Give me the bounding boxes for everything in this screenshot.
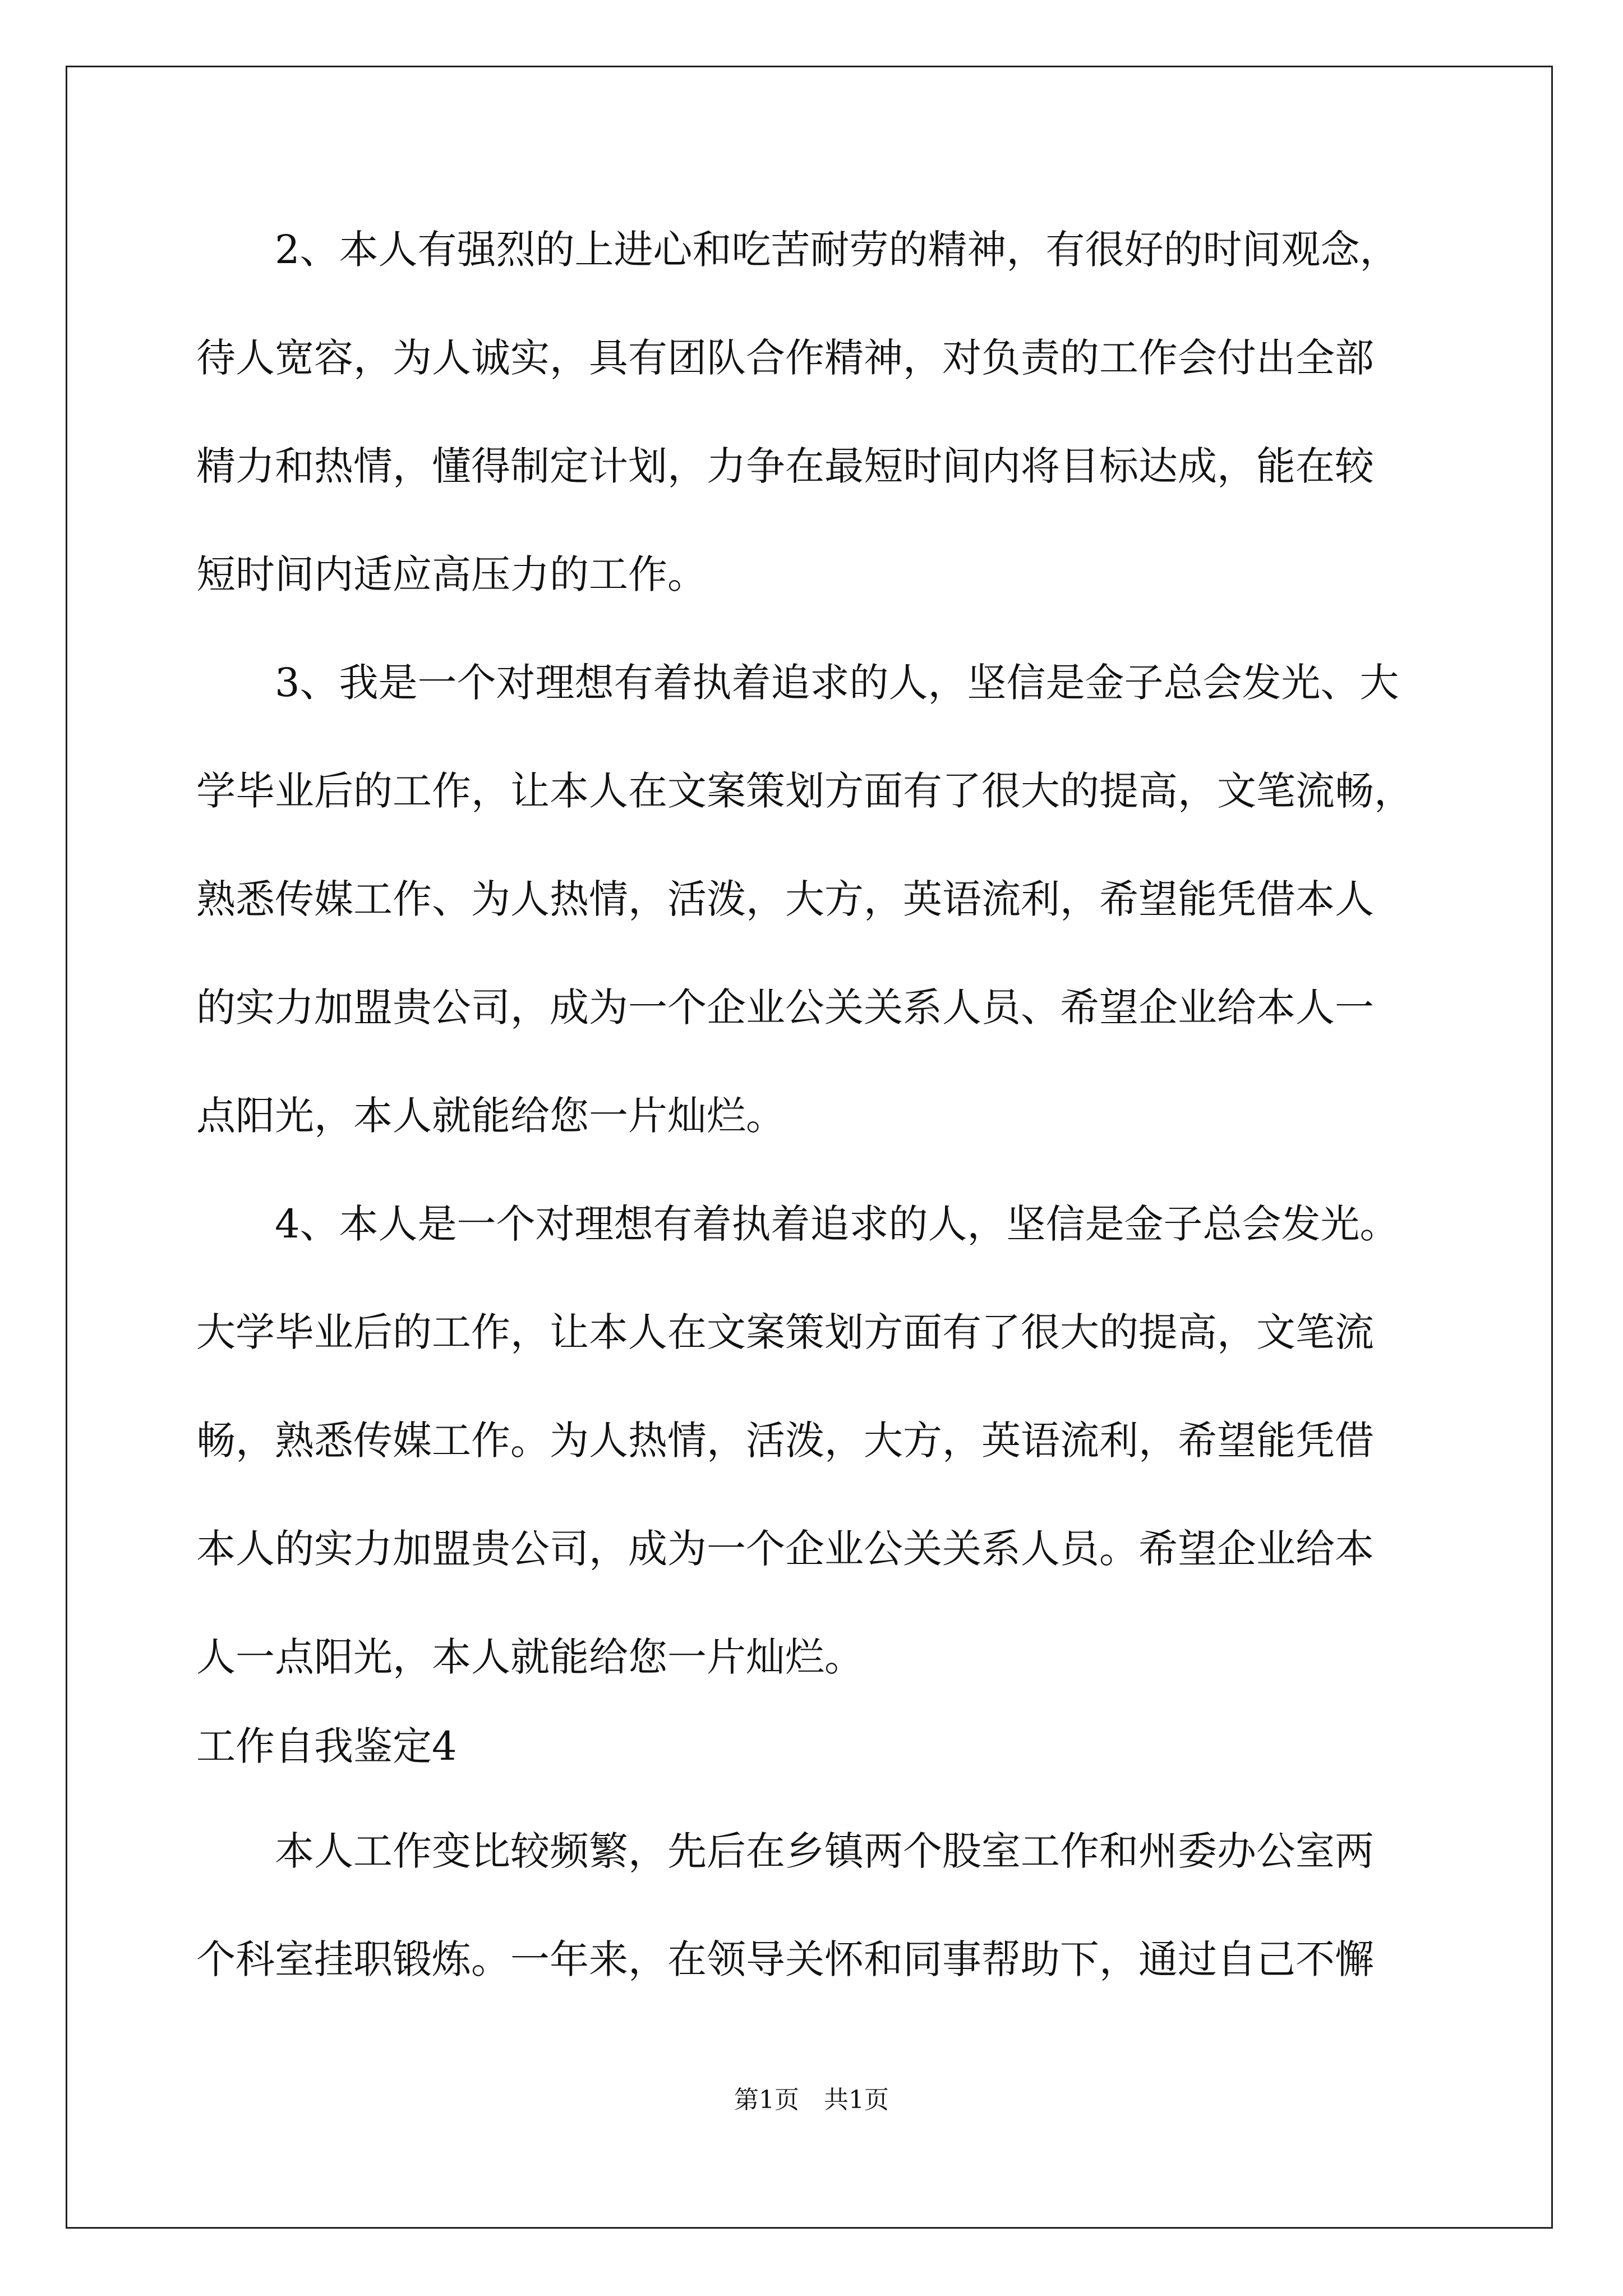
paragraph-line: 个科室挂职锻炼。一年来，在领导关怀和同事帮助下，通过自己不懈 <box>196 1936 1374 1982</box>
paragraph-line: 2、本人有强烈的上进心和吃苦耐劳的精神，有很好的时间观念， <box>196 227 1399 273</box>
paragraph-line: 待人宽容，为人诚实，具有团队合作精神，对负责的工作会付出全部 <box>196 335 1374 381</box>
page-footer: 第1页 共1页 <box>734 2086 889 2114</box>
section-heading: 工作自我鉴定4 <box>196 1723 457 1769</box>
paragraph-line: 本人的实力加盟贵公司，成为一个企业公关关系人员。希望企业给本 <box>196 1526 1374 1572</box>
paragraph-line: 人一点阳光，本人就能给您一片灿烂。 <box>196 1634 864 1680</box>
paragraph-line: 的实力加盟贵公司，成为一个企业公关关系人员、希望企业给本人一 <box>196 984 1374 1030</box>
paragraph-line: 学毕业后的工作，让本人在文案策划方面有了很大的提高，文笔流畅， <box>196 768 1413 814</box>
paragraph-line: 3、我是一个对理想有着执着追求的人，坚信是金子总会发光、大 <box>196 660 1399 706</box>
paragraph-line: 短时间内适应高压力的工作。 <box>196 551 707 597</box>
paragraph-line: 点阳光，本人就能给您一片灿烂。 <box>196 1093 785 1139</box>
paragraph-line: 大学毕业后的工作，让本人在文案策划方面有了很大的提高，文笔流 <box>196 1309 1374 1355</box>
paragraph-line: 本人工作变比较频繁，先后在乡镇两个股室工作和州委办公室两 <box>196 1828 1374 1874</box>
paragraph-line: 熟悉传媒工作、为人热情，活泼，大方，英语流利，希望能凭借本人 <box>196 876 1374 922</box>
paragraph-line: 4、本人是一个对理想有着执着追求的人，坚信是金子总会发光。 <box>196 1201 1399 1247</box>
page-border <box>66 66 1553 2229</box>
paragraph-line: 畅，熟悉传媒工作。为人热情，活泼，大方，英语流利，希望能凭借 <box>196 1418 1374 1464</box>
paragraph-line: 精力和热情，懂得制定计划，力争在最短时间内将目标达成，能在较 <box>196 443 1374 489</box>
